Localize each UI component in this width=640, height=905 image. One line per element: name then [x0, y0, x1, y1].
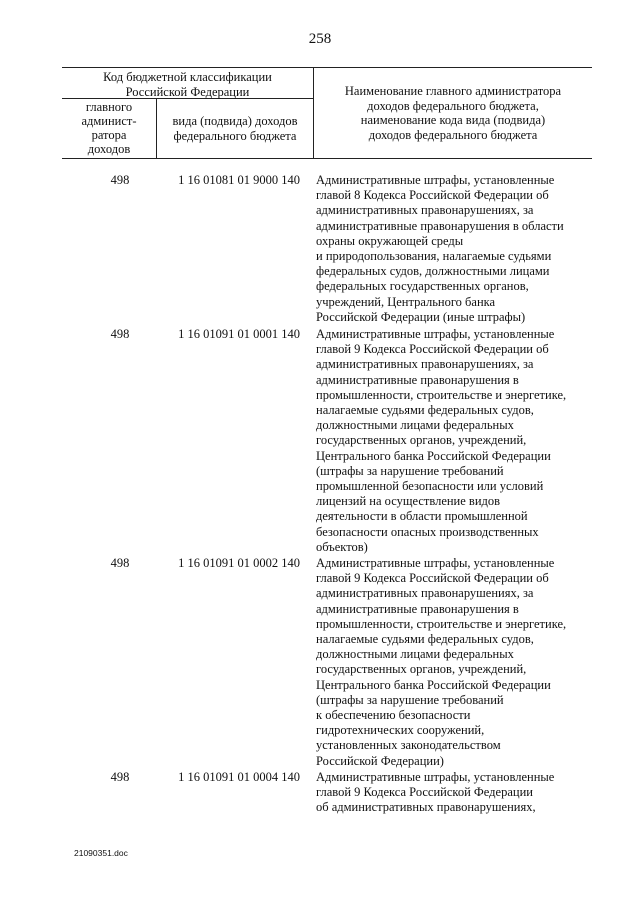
- header-divider-admin-code: [156, 98, 157, 159]
- header-divider-code-name: [313, 67, 314, 159]
- document-filename: 21090351.doc: [74, 848, 128, 858]
- header-col-name: Наименование главного администратора доходов федерального бюджета, наименование кода вида (подвида) доходов федерального бюджета: [344, 84, 562, 142]
- row-3-income-code: 1 16 01091 01 0002 140: [178, 556, 300, 570]
- row-4-income-code: 1 16 01091 01 0004 140: [178, 770, 300, 784]
- row-1-name: Административные штрафы, установленные главой 8 Кодекса Российской Федерации об административных правонарушениях, за административные правонарушения в области охраны окружающей среды и природопользования, налагаемые судьями федеральных судов, должностными лицами федеральных государственных органов, учреждений, Центрального банка Российской Федерации (иные штрафы): [316, 173, 564, 324]
- row-3-admin-code: 498: [110, 556, 130, 570]
- row-3-name: Административные штрафы, установленные главой 9 Кодекса Российской Федерации об административных правонарушениях, за административные правонарушения в промышленности, строительстве и энергетике, налагаемые судьями федеральных судов, должностными лицами федеральных государственных органов, учреждений, Центрального банка Российской Федерации (штрафы за нарушение требований к обеспечению безопасности гидротехнических сооружений, установленных законодательством Российской Федерации): [316, 556, 567, 768]
- row-4-name: Административные штрафы, установленные главой 9 Кодекса Российской Федерации об административных правонарушениях,: [316, 770, 555, 815]
- row-2-income-code: 1 16 01091 01 0001 140: [178, 327, 300, 341]
- row-4-admin-code: 498: [110, 770, 130, 784]
- row-1-income-code: 1 16 01081 01 9000 140: [178, 173, 300, 187]
- row-1-admin-code: 498: [110, 173, 130, 187]
- header-group-title: Код бюджетной классификации Российской Федерации: [103, 70, 272, 99]
- header-col-admin: главного админист- ратора доходов: [81, 100, 137, 156]
- header-col-code: вида (подвида) доходов федерального бюджета: [172, 114, 298, 143]
- header-bottom-rule: [62, 158, 592, 159]
- row-2-name: Административные штрафы, установленные главой 9 Кодекса Российской Федерации об административных правонарушениях, за административные правонарушения в промышленности, строительстве и энергетике, налагаемые судьями федеральных судов, должностными лицами федеральных государственных органов, учреждений, Центрального банка Российской Федерации (штрафы за нарушение требований промышленной безопасности или условий лицензий на осуществление видов деятельности в области промышленной безопасности опасных производственных объектов): [316, 327, 567, 554]
- row-2-admin-code: 498: [110, 327, 130, 341]
- header-top-rule: [62, 67, 592, 68]
- page-number: 258: [308, 31, 332, 47]
